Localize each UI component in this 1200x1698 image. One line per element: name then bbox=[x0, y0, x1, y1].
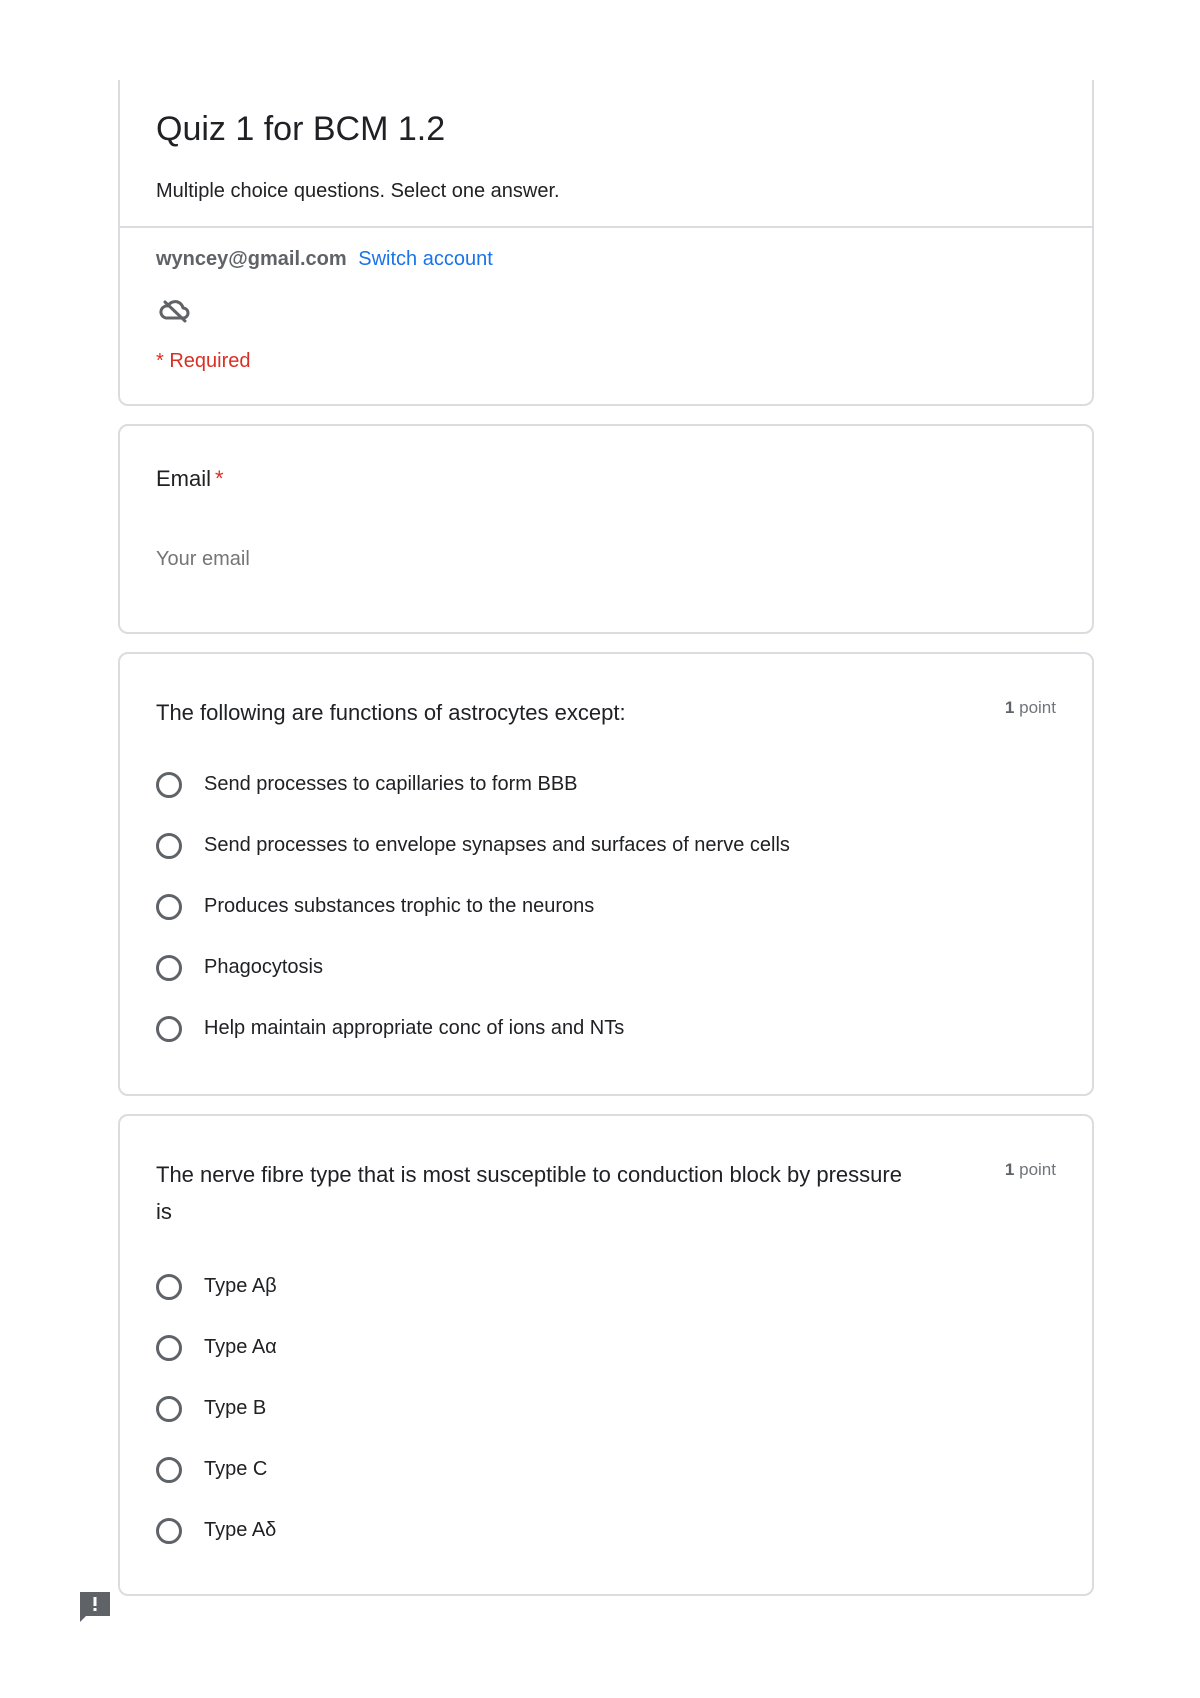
answer-option[interactable] bbox=[156, 1378, 277, 1439]
answer-option-label: Help maintain appropriate conc of ions and NTs bbox=[204, 1017, 625, 1039]
answer-option-label: Type Aα bbox=[204, 1336, 277, 1358]
question-text: The following are functions of astrocytes except: bbox=[156, 700, 626, 725]
email-question-label bbox=[156, 466, 224, 492]
form-title: Quiz 1 for BCM 1.2 bbox=[156, 110, 446, 148]
answer-option[interactable] bbox=[156, 1439, 277, 1500]
required-note: * Required bbox=[156, 350, 251, 372]
email-label-text: Email bbox=[156, 466, 212, 491]
answer-option[interactable] bbox=[156, 754, 790, 815]
answer-option-label: Phagocytosis bbox=[204, 956, 323, 978]
radio-button-icon[interactable] bbox=[156, 955, 182, 981]
points-unit: point bbox=[1019, 698, 1056, 717]
radio-button-icon[interactable] bbox=[156, 1396, 182, 1422]
radio-button-icon[interactable] bbox=[156, 1335, 182, 1361]
question-card bbox=[118, 652, 1094, 1096]
cloud-off-icon bbox=[158, 294, 190, 326]
answer-option[interactable] bbox=[156, 1256, 277, 1317]
answer-option[interactable] bbox=[156, 1500, 277, 1561]
question-points bbox=[1005, 1160, 1056, 1180]
email-question-card bbox=[118, 424, 1094, 634]
radio-button-icon[interactable] bbox=[156, 1274, 182, 1300]
answer-option-label: Send processes to capillaries to form BBB bbox=[204, 773, 578, 795]
options-list bbox=[156, 1256, 277, 1561]
account-email: wyncey@gmail.com bbox=[156, 248, 347, 270]
form-header-card bbox=[118, 80, 1094, 406]
account-row bbox=[156, 248, 493, 271]
answer-option-label: Type Aδ bbox=[204, 1519, 277, 1541]
answer-option-label: Type B bbox=[204, 1397, 267, 1419]
points-unit: point bbox=[1019, 1160, 1056, 1179]
options-list bbox=[156, 754, 790, 1059]
answer-option[interactable] bbox=[156, 876, 790, 937]
question-card bbox=[118, 1114, 1094, 1596]
answer-option-label: Type C bbox=[204, 1458, 268, 1480]
radio-button-icon[interactable] bbox=[156, 894, 182, 920]
points-value: 1 bbox=[1004, 1160, 1015, 1179]
header-divider bbox=[120, 226, 1092, 228]
points-value: 1 bbox=[1004, 698, 1015, 717]
answer-option[interactable] bbox=[156, 1317, 277, 1378]
answer-option-label: Type Aβ bbox=[204, 1275, 277, 1297]
radio-button-icon[interactable] bbox=[156, 833, 182, 859]
answer-option-label: Produces substances trophic to the neurons bbox=[204, 895, 595, 917]
switch-account-link[interactable]: Switch account bbox=[358, 248, 493, 270]
question-points bbox=[1005, 698, 1056, 718]
radio-button-icon[interactable] bbox=[156, 772, 182, 798]
required-asterisk: * bbox=[215, 466, 224, 491]
radio-button-icon[interactable] bbox=[156, 1016, 182, 1042]
form-description: Multiple choice questions. Select one answer. bbox=[156, 180, 560, 202]
question-text: The nerve fibre type that is most susceptible to conduction block by pressure is bbox=[156, 1162, 902, 1224]
radio-button-icon[interactable] bbox=[156, 1457, 182, 1483]
feedback-icon[interactable] bbox=[78, 1590, 112, 1624]
answer-option[interactable] bbox=[156, 937, 790, 998]
answer-option[interactable] bbox=[156, 998, 790, 1059]
answer-option-label: Send processes to envelope synapses and surfaces of nerve cells bbox=[204, 834, 790, 856]
radio-button-icon[interactable] bbox=[156, 1518, 182, 1544]
answer-option[interactable] bbox=[156, 815, 790, 876]
email-input[interactable] bbox=[156, 548, 421, 571]
